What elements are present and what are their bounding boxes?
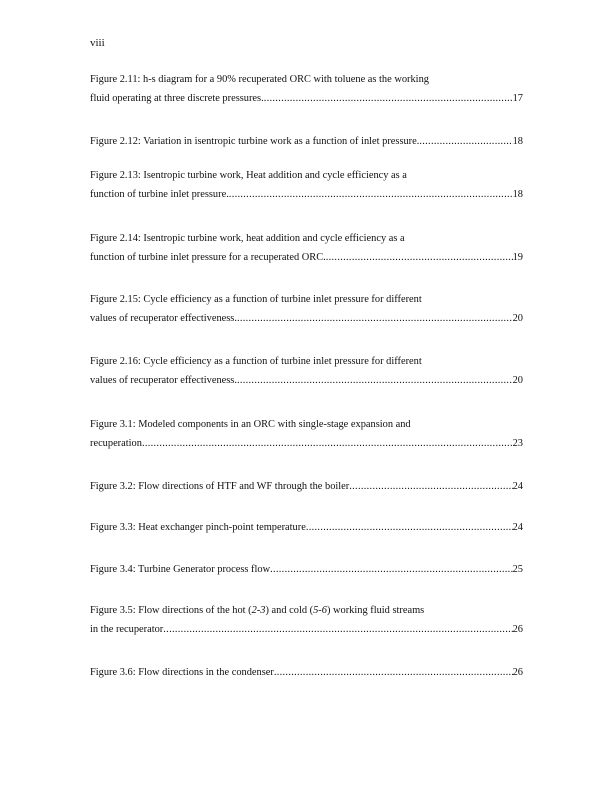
entry-title-cont: recuperation	[90, 438, 142, 449]
entry-page-number: 26	[512, 667, 523, 678]
dot-leader	[306, 518, 513, 537]
entry-title: Figure 2.11: h-s diagram for a 90% recuperated ORC with toluene as the working	[90, 74, 429, 85]
entry-page-number: 24	[512, 522, 523, 533]
entry-title: Figure 3.1: Modeled components in an ORC with single-stage expansion and	[90, 419, 411, 430]
page-number: viii	[90, 37, 105, 49]
entry-title: Figure 2.14: Isentropic turbine work, heat addition and cycle efficiency as a	[90, 233, 405, 244]
entry-page-number: 19	[512, 252, 523, 263]
dot-leader	[237, 371, 513, 390]
entry-title: Figure 2.13: Isentropic turbine work, Heat addition and cycle efficiency as a	[90, 170, 407, 181]
entry-title: Figure 2.15: Cycle efficiency as a function of turbine inlet pressure for different	[90, 294, 422, 305]
entry-page-number: 25	[512, 564, 523, 575]
entry-title-cont: values of recuperator effectiveness.	[90, 313, 237, 324]
dot-leader	[142, 434, 513, 453]
entry-title: Figure 3.2: Flow directions of HTF and WF through the boiler	[90, 481, 350, 492]
toc-entry-fig-2-12[interactable]	[90, 132, 523, 151]
toc-entry-fig-2-15[interactable]	[90, 290, 523, 328]
toc-entry-fig-2-11[interactable]	[90, 70, 523, 108]
toc-entry-fig-3-4[interactable]	[90, 560, 523, 579]
toc-entry-fig-3-6[interactable]	[90, 663, 523, 682]
entry-page-number: 17	[512, 93, 523, 104]
entry-page-number: 23	[512, 438, 523, 449]
entry-title-cont: values of recuperator effectiveness.	[90, 375, 237, 386]
toc-entry-fig-2-14[interactable]	[90, 229, 523, 267]
entry-title: Figure 3.5: Flow directions of the hot (2-3) and cold (5-6) working fluid streams	[90, 605, 425, 616]
dot-leader	[326, 248, 513, 267]
entry-page-number: 24	[512, 481, 523, 492]
toc-entry-fig-2-16[interactable]	[90, 352, 523, 390]
entry-title: Figure 3.6: Flow directions in the condenser	[90, 667, 274, 678]
entry-title-cont: function of turbine inlet pressure for a recuperated ORC.	[90, 252, 326, 263]
dot-leader	[419, 132, 512, 151]
entry-page-number: 26	[512, 624, 523, 635]
entry-page-number: 20	[512, 375, 523, 386]
entry-title: Figure 2.12: Variation in isentropic turbine work as a function of inlet pressure.	[90, 136, 420, 147]
entry-title-cont: fluid operating at three discrete pressures.	[90, 93, 264, 104]
entry-title: Figure 3.3: Heat exchanger pinch-point temperature	[90, 522, 306, 533]
dot-leader	[274, 663, 513, 682]
dot-leader	[270, 560, 513, 579]
entry-title-cont: function of turbine inlet pressure.	[90, 189, 229, 200]
entry-title-cont: in the recuperator	[90, 624, 164, 635]
toc-entry-fig-3-3[interactable]	[90, 518, 523, 537]
dot-leader	[237, 309, 513, 328]
dot-leader	[229, 185, 513, 204]
entry-page-number: 18	[512, 136, 523, 147]
dot-leader	[163, 620, 512, 639]
toc-entry-fig-3-2[interactable]	[90, 477, 523, 496]
entry-page-number: 20	[512, 313, 523, 324]
toc-entry-fig-2-13[interactable]	[90, 166, 523, 204]
toc-entry-fig-3-1[interactable]	[90, 415, 523, 453]
entry-title: Figure 3.4: Turbine Generator process flow	[90, 564, 271, 575]
dot-leader	[264, 89, 513, 108]
entry-page-number: 18	[512, 189, 523, 200]
toc-entry-fig-3-5[interactable]	[90, 601, 523, 639]
dot-leader	[349, 477, 512, 496]
entry-title: Figure 2.16: Cycle efficiency as a function of turbine inlet pressure for different	[90, 356, 422, 367]
